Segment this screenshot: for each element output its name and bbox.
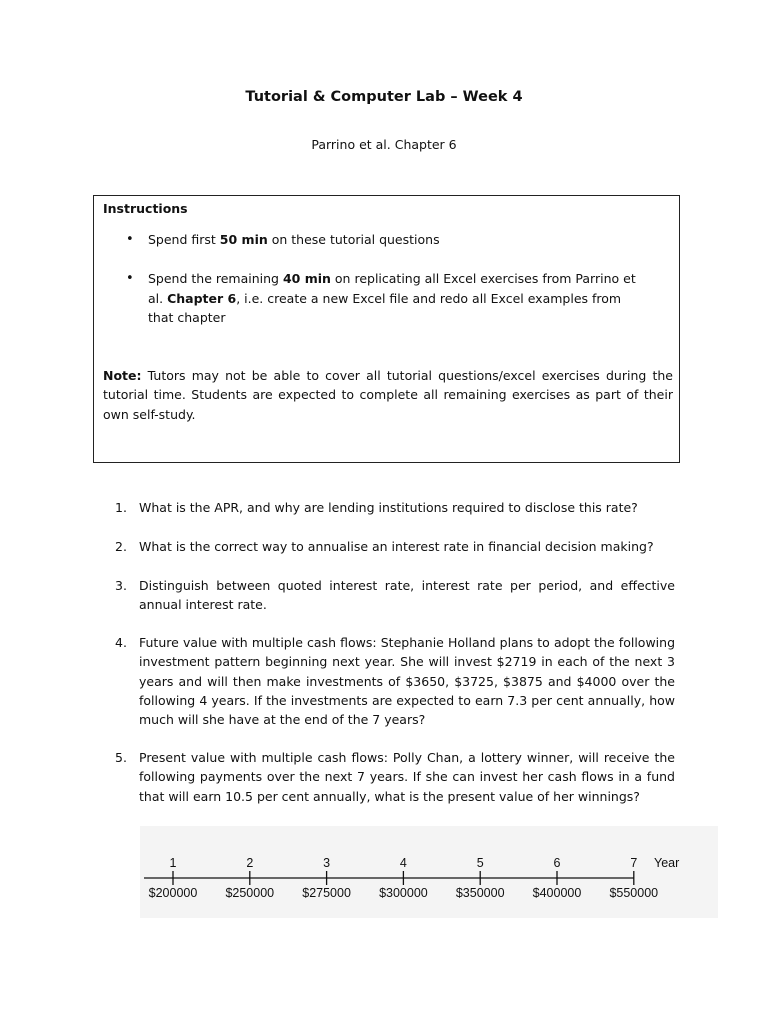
timeline-amount-label: $550000: [609, 886, 659, 900]
note-text: Tutors may not be able to cover all tutorial questions/excel exercises during the tutorial time. Students are expected to complete all remaining exercises as part of their own self-study.: [103, 368, 673, 422]
instructions-note: [103, 366, 673, 424]
timeline-year-label: 7: [630, 856, 638, 870]
bullet-2-text-pre: Spend the remaining: [148, 271, 283, 286]
note-label: Note:: [103, 368, 142, 383]
bullet-2-text-bold-2: Chapter 6: [167, 290, 237, 306]
timeline-year-label: 5: [476, 856, 484, 870]
timeline-amount-label: $250000: [225, 886, 275, 900]
question-text: Distinguish between quoted interest rate, interest rate per period, and effective annual interest rate.: [139, 578, 675, 613]
question-item: [115, 748, 675, 806]
timeline-year-label: 3: [323, 856, 331, 870]
question-number: 1.: [115, 500, 127, 515]
timeline-amount-label: $400000: [532, 886, 582, 900]
timeline-year-label: 1: [169, 856, 177, 870]
timeline-amount-label: $200000: [148, 886, 198, 900]
instructions-heading: Instructions: [103, 201, 188, 216]
question-text: Present value with multiple cash flows: Polly Chan, a lottery winner, will receive the following payments over the next 7 years. If she can invest her cash flows in a fund that will earn 10.5 per cent annually, what is the present value of her winnings?: [139, 750, 675, 804]
question-text: What is the correct way to annualise an interest rate in financial decision making?: [139, 539, 654, 554]
timeline-amount-label: $300000: [379, 886, 428, 900]
timeline-graphic: [140, 826, 718, 918]
question-number: 3.: [115, 578, 127, 593]
timeline-amount-label: $350000: [455, 886, 505, 900]
question-number: 2.: [115, 539, 127, 554]
page-title: Tutorial & Computer Lab – Week 4: [245, 89, 523, 105]
instruction-bullet-1: [148, 230, 648, 250]
question-number: 5.: [115, 750, 127, 765]
question-text: Future value with multiple cash flows: Stephanie Holland plans to adopt the following investment pattern beginning next year. She will invest $2719 in each of the next 3 years and will then make investments of $3650, $3725, $3875 and $4000 over the following 4 years. If the investments are expected to earn 7.3 per cent annually, how much will she have at the end of the 7 years?: [139, 635, 675, 728]
timeline-year-label: 4: [399, 856, 407, 870]
bullet-1-text-pre: Spend first: [148, 232, 220, 247]
bullet-2-text-post: , i.e. create a new Excel file and redo all Excel examples from that chapter: [148, 290, 622, 325]
timeline-axis-label: Year: [654, 856, 680, 870]
question-item: [115, 576, 675, 615]
cash-flow-timeline: [140, 826, 718, 918]
bullet-1-text-bold: 50 min: [219, 232, 268, 247]
bullet-1-text-post: on these tutorial questions: [267, 232, 440, 247]
question-item: [115, 498, 675, 517]
bullet-2-text-mid: on replicating all Excel exercises from Parrino et al.: [148, 271, 636, 306]
question-number: 4.: [115, 635, 127, 650]
instructions-box: [93, 195, 680, 463]
page-subtitle: Parrino et al. Chapter 6: [311, 137, 457, 152]
question-item: [115, 537, 675, 556]
instruction-bullet-2: [148, 269, 648, 328]
bullet-2-text-bold-1: 40 min: [282, 271, 331, 286]
timeline-amount-label: $275000: [302, 886, 351, 900]
timeline-year-label: 6: [553, 856, 561, 870]
question-item: [115, 633, 675, 729]
timeline-year-label: 2: [246, 856, 254, 870]
question-text: What is the APR, and why are lending institutions required to disclose this rate?: [139, 500, 638, 515]
